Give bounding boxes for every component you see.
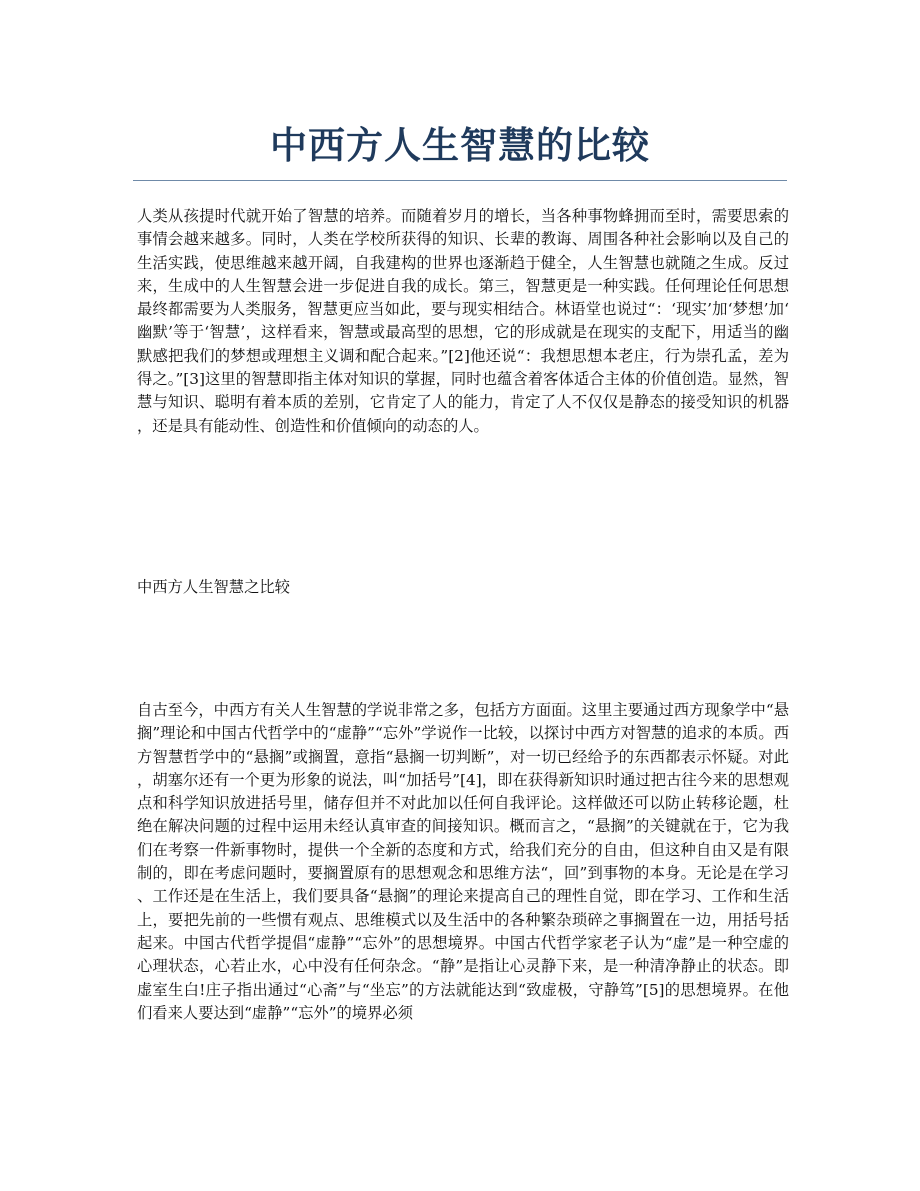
body-paragraph-2: 自古至今，中西方有关人生智慧的学说非常之多，包括方方面面。这里主要通过西方现象学中“悬搁”理论和中国古代哲学中的“虚静”“忘外”学说作一比较，以探讨中西方对智慧的追求的本质。西方智慧哲学中的“悬搁”或搁置，意指“悬搁一切判断”，对一切已经给予的东西都表示怀疑。对此，胡塞尔还有一个更为形象的说法，叫“加括号”[4]，即在获得新知识时通过把古往今来的思想观点和科学知识放进括号里，储存但并不对此加以任何自我评论。这样做还可以防止转移论题，杜绝在解决问题的过程中运用未经认真审查的间接知识。概而言之，“悬搁”的关键就在于，它为我们在考察一件新事物时，提供一个全新的态度和方式，给我们充分的自由，但这种自由又是有限制的，即在考虑问题时，要搁置原有的思想观念和思维方法“，回”到事物的本身。无论是在学习、工作还是在生活上，我们要具备“悬搁”的理论来提高自己的理性自觉，即在学习、工作和生活上，要把先前的一些惯有观点、思维模式以及生活中的各种繁杂琐碎之事搁置在一边，用括号括起来。中国古代哲学提倡“虚静”“忘外”的思想境界。中国古代哲学家老子认为“虚”是一种空虚的心理状态，心若止水，心中没有任何杂念。“静”是指让心灵静下来，是一种清净静止的状态。即虚室生白!庄子指出通过“心斋”与“坐忘”的方法就能达到“致虚极，守静笃”[5]的思想境界。在他们看来人要达到“虚静”“忘外”的境界必须 [137, 701, 789, 1022]
page-title: 中西方人生智慧的比较 [270, 124, 650, 167]
title-divider [133, 180, 787, 181]
body-paragraph-1: 人类从孩提时代就开始了智慧的培养。而随着岁月的增长，当各种事物蜂拥而至时，需要思索的事情会越来越多。同时，人类在学校所获得的知识、长辈的教诲、周围各种社会影响以及自己的生活实践，使思维越来越开阔，自我建构的世界也逐渐趋于健全，人生智慧也就随之生成。反过来，生成中的人生智慧会进一步促进自我的成长。第三，智慧更是一种实践。任何理论任何思想最终都需要为人类服务，智慧更应当如此，要与现实相结合。林语堂也说过“：‘现实’加‘梦想’加‘幽默’等于‘智慧’，这样看来，智慧或最高型的思想，它的形成就是在现实的支配下，用适当的幽默感把我们的梦想或理想主义调和配合起来。”[2]他还说“：我想思想本老庄，行为崇孔孟，差为得之。”[3]这里的智慧即指主体对知识的掌握，同时也蕴含着客体适合主体的价值创造。显然，智慧与知识、聪明有着本质的差别，它肯定了人的能力，肯定了人不仅仅是静态的接受知识的机器，还是具有能动性、创造性和价值倾向的动态的人。 [137, 207, 789, 435]
section-heading: 中西方人生智慧之比较 [137, 578, 290, 596]
